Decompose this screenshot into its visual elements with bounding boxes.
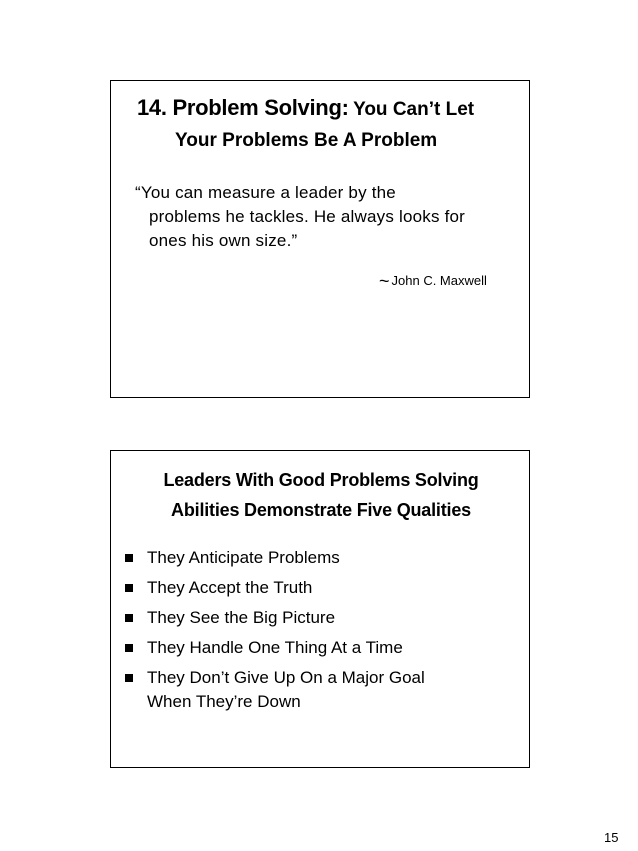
list-item [121,663,425,714]
list-item [121,633,425,663]
quote-line: “You can measure a leader by the [135,183,396,202]
square-bullet-icon [125,554,133,562]
slide2-title-line: Abilities Demonstrate Five Qualities [171,500,471,520]
slide-problem-solving [110,80,530,398]
list-item-label: They Handle One Thing At a Time [147,638,403,657]
quote-attribution [379,271,487,292]
attribution-tilde: ~ [379,271,390,291]
square-bullet-icon [125,584,133,592]
square-bullet-icon [125,614,133,622]
list-item-label: They See the Big Picture [147,608,336,627]
page-number: 15 [604,830,619,845]
list-item-label: They Accept the Truth [147,578,313,597]
slide1-title-line2: Your Problems Be A Problem [175,130,438,151]
slide1-title-rest: You Can’t Let [353,99,475,120]
slide2-title [111,465,531,525]
qualities-list [121,543,425,714]
slide-five-qualities [110,450,530,768]
square-bullet-icon [125,674,133,682]
list-item [121,573,425,603]
list-item-continuation: When They’re Down [147,692,301,711]
list-item [121,543,425,573]
list-item-label: They Anticipate Problems [147,548,340,567]
quote-line: ones his own size.” [149,231,298,250]
slide1-title [137,93,517,156]
list-item [121,603,425,633]
slide2-title-line: Leaders With Good Problems Solving [163,470,479,490]
square-bullet-icon [125,644,133,652]
list-item-label: They Don’t Give Up On a Major Goal [147,668,425,687]
maxwell-quote [135,181,515,253]
quote-line: problems he tackles. He always looks for [149,207,466,226]
attribution-author: John C. Maxwell [391,273,487,288]
slide1-title-number: 14. Problem Solving: [137,95,349,120]
